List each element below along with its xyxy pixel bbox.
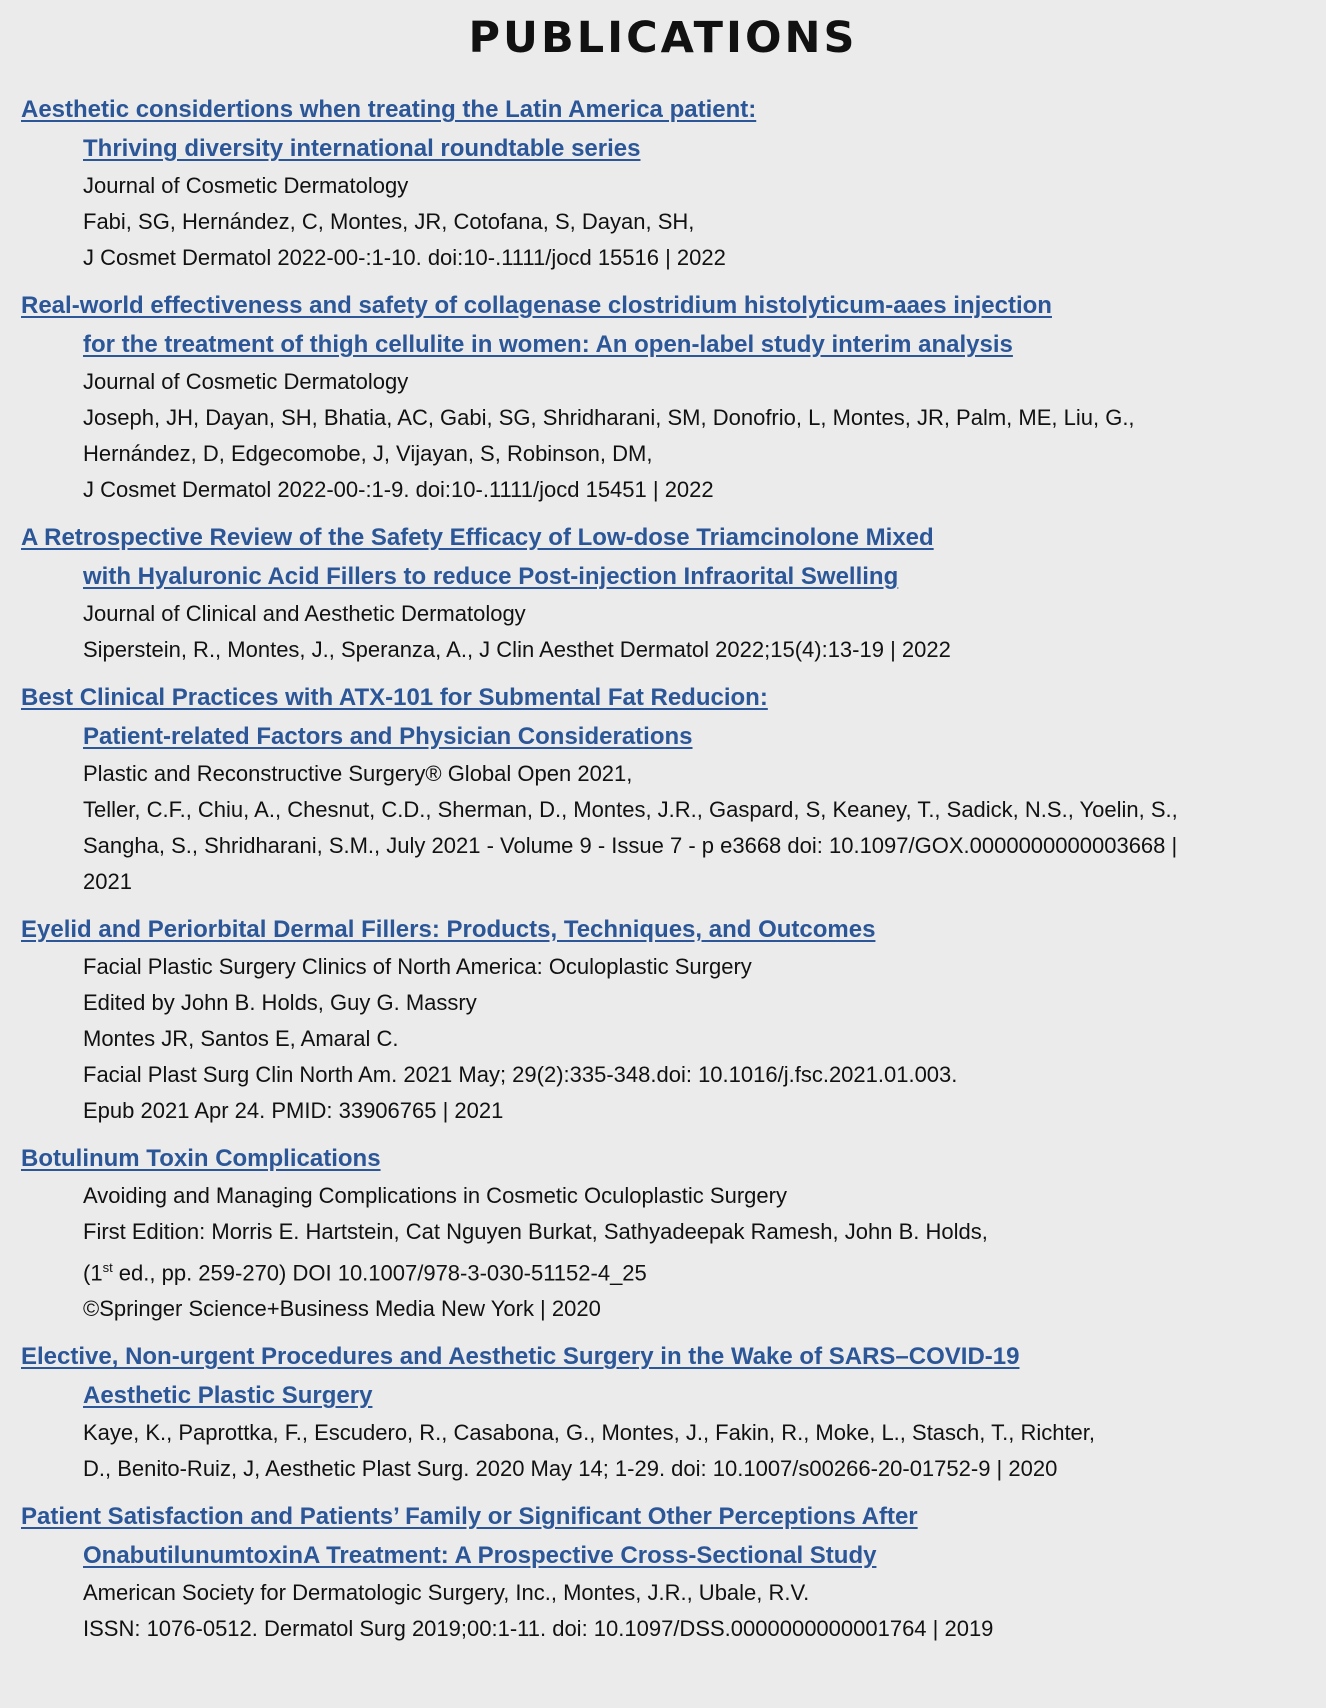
title-line: OnabutilunumtoxinA Treatment: A Prospective Cross-Sectional Study [83, 1542, 877, 1570]
publication-item [21, 1497, 1316, 1647]
publication-authors: Teller, C.F., Chiu, A., Chesnut, C.D., Sherman, D., Montes, J.R., Gaspard, S, Keaney, T., Sadick, N.S., Yoelin, S., [83, 797, 1178, 822]
publication-title-link[interactable] [21, 910, 1316, 949]
publication-title-link[interactable] [21, 90, 1316, 168]
publication-title-link[interactable] [21, 1139, 1316, 1178]
publication-item [21, 90, 1316, 276]
publication-list [21, 90, 1316, 1657]
title-line: Patient-related Factors and Physician Considerations [83, 723, 693, 750]
title-line: Elective, Non-urgent Procedures and Aesthetic Surgery in the Wake of SARS–COVID-19 [21, 1343, 1020, 1371]
publication-publisher: ©Springer Science+Business Media New York | 2020 [83, 1296, 601, 1322]
edition-suffix: ed., pp. 259-270) DOI 10.1007/978-3-030-51152-4_25 [112, 1260, 647, 1286]
publication-authors: Kaye, K., Paprottka, F., Escudero, R., Casabona, G., Montes, J., Fakin, R., Moke, L., Stasch, T., Richter, [83, 1420, 1096, 1446]
title-line: Real-world effectiveness and safety of collagenase clostridium histolyticum-aaes injection [21, 292, 1052, 319]
publication-pmid: Epub 2021 Apr 24. PMID: 33906765 | 2021 [83, 1098, 504, 1123]
publication-journal: Facial Plastic Surgery Clinics of North America: Oculoplastic Surgery [83, 954, 752, 979]
edition-superscript: st [102, 1260, 113, 1275]
title-line: Aesthetic Plastic Surgery [83, 1382, 373, 1410]
publication-citation: J Cosmet Dermatol 2022-00-:1-9. doi:10-.1111/jocd 15451 | 2022 [83, 477, 714, 502]
publication-item [21, 678, 1316, 900]
title-line: with Hyaluronic Acid Fillers to reduce Post-injection Infraorital Swelling [83, 563, 899, 590]
publication-title-link[interactable] [21, 678, 1316, 756]
page-title: PUBLICATIONS [468, 13, 858, 63]
publication-citation [21, 1250, 1316, 1291]
publication-citation: J Cosmet Dermatol 2022-00-:1-10. doi:10-.1111/jocd 15516 | 2022 [83, 245, 726, 270]
title-line: Best Clinical Practices with ATX-101 for Submental Fat Reducion: [21, 684, 768, 711]
publication-authors: Hernández, D, Edgecomobe, J, Vijayan, S, Robinson, DM, [83, 441, 653, 466]
publication-title-link[interactable] [21, 518, 1316, 596]
publication-title-link[interactable] [21, 286, 1316, 364]
publication-authors: Fabi, SG, Hernández, C, Montes, JR, Cotofana, S, Dayan, SH, [83, 209, 695, 234]
publication-item [21, 286, 1316, 508]
edition-prefix: (1 [83, 1260, 103, 1286]
title-line: for the treatment of thigh cellulite in women: An open-label study interim analysis [83, 331, 1013, 358]
publication-title-link[interactable] [21, 1497, 1316, 1575]
publication-authors: Montes JR, Santos E, Amaral C. [83, 1026, 399, 1051]
publication-editors: First Edition: Morris E. Hartstein, Cat Nguyen Burkat, Sathyadeepak Ramesh, John B. Holds, [83, 1219, 988, 1244]
publication-citation: Facial Plast Surg Clin North Am. 2021 May; 29(2):335-348.doi: 10.1016/j.fsc.2021.01.003. [83, 1062, 958, 1087]
title-line: Patient Satisfaction and Patients’ Family or Significant Other Perceptions After [21, 1503, 918, 1531]
publication-title-link[interactable] [21, 1337, 1316, 1415]
title-line: Botulinum Toxin Complications [21, 1145, 381, 1172]
title-line: Thriving diversity international roundtable series [83, 135, 641, 162]
publication-item [21, 1337, 1316, 1487]
publication-citation: Sangha, S., Shridharani, S.M., July 2021 - Volume 9 - Issue 7 - p e3668 doi: 10.1097/GOX.0000000000003668 | [83, 833, 1178, 858]
publication-journal: Journal of Cosmetic Dermatology [83, 173, 409, 198]
publication-year: 2021 [83, 869, 132, 894]
title-line: A Retrospective Review of the Safety Efficacy of Low-dose Triamcinolone Mixed [21, 524, 934, 551]
publication-citation: Siperstein, R., Montes, J., Speranza, A., J Clin Aesthet Dermatol 2022;15(4):13-19 | 2022 [83, 637, 951, 662]
publication-authors: American Society for Dermatologic Surgery, Inc., Montes, J.R., Ubale, R.V. [83, 1580, 810, 1606]
publication-citation: ISSN: 1076-0512. Dermatol Surg 2019;00:1-11. doi: 10.1097/DSS.0000000000001764 | 2019 [83, 1616, 994, 1642]
publication-authors: Joseph, JH, Dayan, SH, Bhatia, AC, Gabi, SG, Shridharani, SM, Donofrio, L, Montes, JR, Palm, ME, Liu, G., [83, 405, 1135, 430]
publication-journal: Journal of Clinical and Aesthetic Dermatology [83, 601, 526, 626]
publication-citation: D., Benito-Ruiz, J, Aesthetic Plast Surg. 2020 May 14; 1-29. doi: 10.1007/s00266-20-01752-9 | 2020 [83, 1456, 1058, 1482]
publication-item [21, 910, 1316, 1129]
publication-item [21, 518, 1316, 668]
publication-editors: Edited by John B. Holds, Guy G. Massry [83, 990, 477, 1015]
publication-book: Avoiding and Managing Complications in Cosmetic Oculoplastic Surgery [83, 1183, 787, 1208]
publication-journal: Journal of Cosmetic Dermatology [83, 369, 409, 394]
publication-journal: Plastic and Reconstructive Surgery® Global Open 2021, [83, 761, 633, 786]
title-line: Aesthetic considertions when treating the Latin America patient: [21, 96, 757, 123]
publication-item [21, 1139, 1316, 1327]
title-line: Eyelid and Periorbital Dermal Fillers: Products, Techniques, and Outcomes [21, 916, 876, 943]
